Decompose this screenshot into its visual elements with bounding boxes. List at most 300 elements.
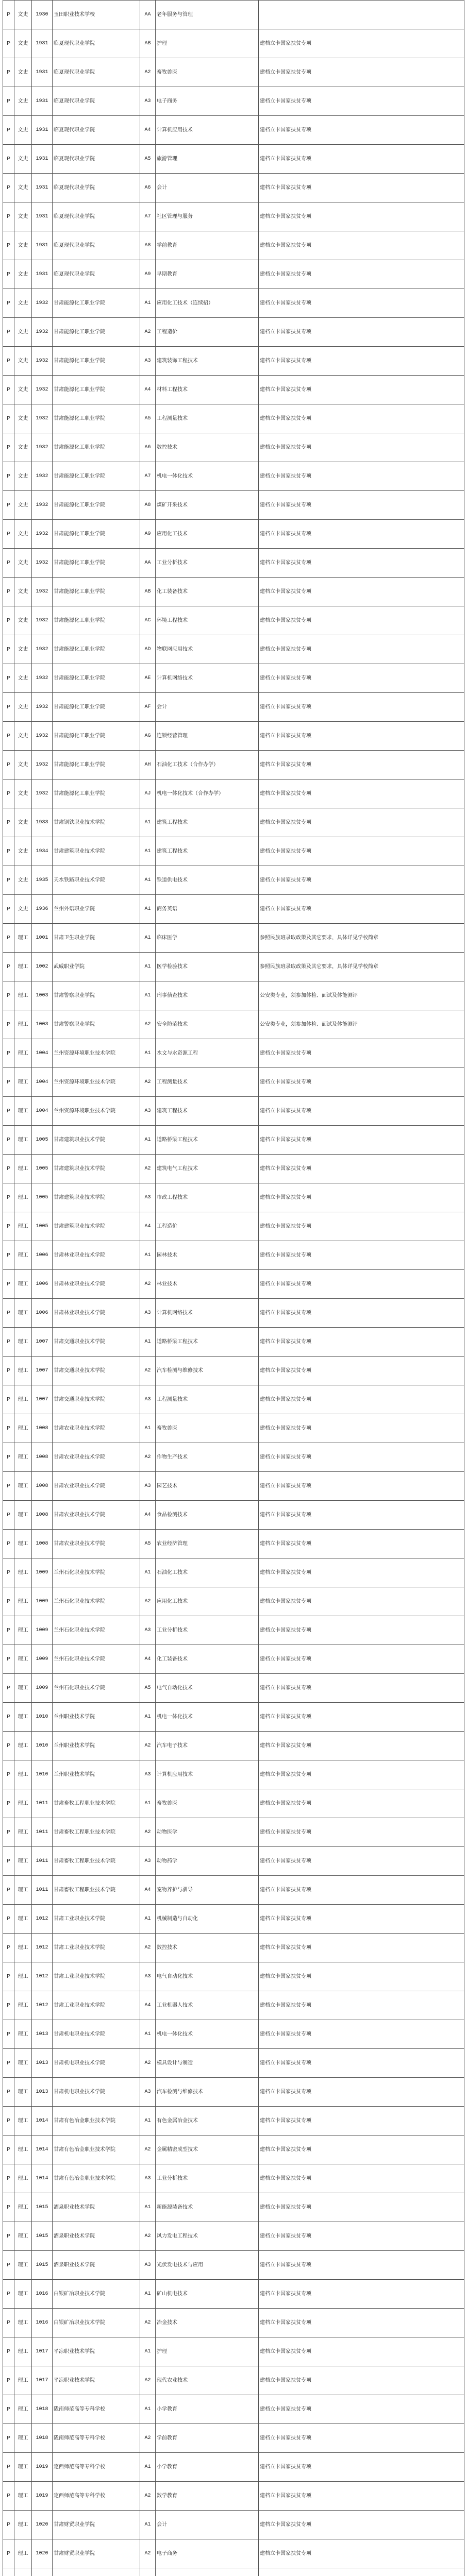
cell-major-code: A1 [140,2280,156,2309]
cell-school-name: 甘肃财贸职业学院 [53,2539,140,2568]
cell-category: 理工 [14,1155,32,1183]
cell-note: 建档立卡国家扶贫专项 [259,751,464,779]
cell-note: 建档立卡国家扶贫专项 [259,1183,464,1212]
cell-note: 建档立卡国家扶贫专项 [259,578,464,606]
cell-batch: P [3,2482,14,2511]
cell-batch: P [3,1270,14,1299]
cell-category: 理工 [14,1212,32,1241]
cell-category: 理工 [14,2136,32,2164]
cell-batch: P [3,664,14,693]
cell-category: 理工 [14,1126,32,1155]
table-row [3,578,464,606]
cell-school-code: 1931 [32,174,53,202]
cell-category: 理工 [14,2539,32,2568]
cell-major-code: A8 [140,231,156,260]
table-row [3,981,464,1010]
cell-note: 参照民族班录取政策及其它要求，具体详见学校简章 [259,953,464,981]
cell-school-name: 甘肃工业职业技术学院 [53,1934,140,1962]
cell-school-name: 陇南师范高等专科学校 [53,2395,140,2424]
cell-school-code: 1931 [32,202,53,231]
cell-school-name: 酒泉职业技术学院 [53,2193,140,2222]
cell-category: 理工 [14,1357,32,1385]
cell-school-name: 临夏现代职业学院 [53,202,140,231]
table-row [3,202,464,231]
table-row [3,664,464,693]
cell-major-name: 建筑工程技术 [156,808,259,837]
cell-major-name: 工程测量技术 [156,1068,259,1097]
cell-major-name: 化工装备技术 [156,1645,259,1674]
cell-major-code [140,2568,156,2576]
cell-school-name: 白银矿冶职业技术学院 [53,2280,140,2309]
table-row [3,1068,464,1097]
cell-school-code: 1006 [32,1270,53,1299]
cell-category: 文史 [14,549,32,578]
cell-note: 建档立卡国家扶贫专项 [259,2539,464,2568]
table-row [3,1270,464,1299]
cell-major-name: 工业分析技术 [156,1616,259,1645]
cell-school-code: 1931 [32,87,53,116]
cell-school-name: 甘肃畜牧工程职业技术学院 [53,1847,140,1876]
cell-major-code: A2 [140,58,156,87]
cell-category: 理工 [14,1328,32,1357]
cell-batch: P [3,1962,14,1991]
cell-category: 文史 [14,174,32,202]
cell-school-code: 1016 [32,2280,53,2309]
table-row [3,433,464,462]
cell-major-name: 小学教育 [156,2453,259,2482]
cell-major-name: 电子商务 [156,87,259,116]
cell-batch: P [3,1212,14,1241]
table-row [3,2251,464,2280]
cell-major-code: A2 [140,2309,156,2337]
cell-major-code: A4 [140,1991,156,2020]
cell-note: 建档立卡国家扶贫专项 [259,1414,464,1443]
cell-school-code: 1004 [32,1068,53,1097]
cell-major-code: A5 [140,1674,156,1703]
cell-school-code: 1932 [32,779,53,808]
cell-school-code: 1008 [32,1530,53,1558]
cell-major-name: 工业分析技术 [156,2164,259,2193]
cell-major-code: A2 [140,2482,156,2511]
cell-school-name: 甘肃警察职业学院 [53,1010,140,1039]
cell-major-name: 护理 [156,2337,259,2366]
cell-school-name: 甘肃畜牧工程职业技术学院 [53,1818,140,1847]
cell-batch: P [3,1155,14,1183]
cell-category: 文史 [14,58,32,87]
cell-batch: P [3,895,14,924]
cell-major-code: A2 [140,1155,156,1183]
cell-batch: P [3,2107,14,2136]
cell-school-code: 1010 [32,1703,53,1732]
cell-major-code: A1 [140,1703,156,1732]
cell-school-name: 陇南师范高等专科学校 [53,2424,140,2453]
cell-school-name: 甘肃能源化工职业学院 [53,578,140,606]
cell-major-name: 动物医学 [156,1818,259,1847]
cell-major-name: 宠物养护与驯导 [156,1876,259,1905]
cell-school-code: 1006 [32,1241,53,1270]
cell-major-code: AA [140,549,156,578]
cell-school-code: 1935 [32,866,53,895]
cell-batch: P [3,145,14,174]
cell-batch: P [3,1818,14,1847]
table-row [3,289,464,318]
cell-major-name: 工程造价 [156,1212,259,1241]
cell-note: 建档立卡国家扶贫专项 [259,1760,464,1789]
cell-school-code: 1017 [32,2337,53,2366]
cell-school-name: 甘肃能源化工职业学院 [53,693,140,722]
cell-batch: P [3,924,14,953]
cell-major-name: 林业技术 [156,1270,259,1299]
cell-major-name: 石油化工技术 [156,1558,259,1587]
cell-school-code: 1009 [32,1674,53,1703]
cell-category: 文史 [14,606,32,635]
cell-note: 建档立卡国家扶贫专项 [259,866,464,895]
cell-note: 建档立卡国家扶贫专项 [259,87,464,116]
cell-school-name: 兰州资源环境职业技术学院 [53,1097,140,1126]
cell-school-name: 甘肃能源化工职业学院 [53,606,140,635]
cell-note: 建档立卡国家扶贫专项 [259,1703,464,1732]
cell-school-name: 甘肃能源化工职业学院 [53,664,140,693]
cell-school-name: 甘肃农业职业技术学院 [53,1443,140,1472]
cell-category: 文史 [14,87,32,116]
cell-school-name: 甘肃能源化工职业学院 [53,347,140,376]
cell-major-code: A1 [140,924,156,953]
table-row [3,2424,464,2453]
table-row [3,2193,464,2222]
cell-major-code: A1 [140,2193,156,2222]
cell-batch: P [3,289,14,318]
cell-school-name: 临夏现代职业学院 [53,87,140,116]
cell-major-code: A3 [140,2164,156,2193]
cell-major-code: AB [140,578,156,606]
cell-note: 建档立卡国家扶贫专项 [259,462,464,491]
table-row [3,2280,464,2309]
table-row [3,1587,464,1616]
cell-school-code: 1011 [32,1876,53,1905]
cell-batch: P [3,1645,14,1674]
cell-category: 理工 [14,1962,32,1991]
cell-major-name [156,2568,259,2576]
table-row [3,2539,464,2568]
cell-school-code: 1932 [32,664,53,693]
cell-school-code: 1001 [32,924,53,953]
cell-category: 文史 [14,404,32,433]
cell-note: 建档立卡国家扶贫专项 [259,1616,464,1645]
cell-batch: P [3,202,14,231]
cell-category: 理工 [14,1876,32,1905]
cell-school-name: 甘肃能源化工职业学院 [53,404,140,433]
cell-school-code: 1931 [32,260,53,289]
cell-category: 理工 [14,981,32,1010]
cell-school-name: 甘肃能源化工职业学院 [53,433,140,462]
cell-major-code: AC [140,606,156,635]
cell-major-name: 建筑工程技术 [156,1097,259,1126]
cell-major-name: 模具设计与制造 [156,2049,259,2078]
cell-major-name: 汽车检测与维修技术 [156,2078,259,2107]
table-row [3,953,464,981]
cell-category: 理工 [14,1674,32,1703]
cell-school-name: 甘肃交通职业技术学院 [53,1357,140,1385]
cell-category: 理工 [14,1789,32,1818]
cell-batch: P [3,1616,14,1645]
cell-school-name: 甘肃林业职业技术学院 [53,1270,140,1299]
table-row [3,1645,464,1674]
cell-major-code: A1 [140,2337,156,2366]
cell-major-code: AH [140,751,156,779]
cell-batch: P [3,578,14,606]
cell-school-code: 1932 [32,520,53,549]
cell-school-name: 甘肃能源化工职业学院 [53,318,140,347]
cell-category: 文史 [14,693,32,722]
cell-major-name: 风力发电工程技术 [156,2222,259,2251]
cell-major-code: A1 [140,2453,156,2482]
cell-major-name: 计算机应用技术 [156,116,259,145]
cell-major-code: A2 [140,2136,156,2164]
cell-note: 建档立卡国家扶贫专项 [259,693,464,722]
cell-school-code: 1006 [32,1299,53,1328]
cell-school-code: 1015 [32,2193,53,2222]
table-row [3,2020,464,2049]
cell-batch: P [3,722,14,751]
cell-school-name [53,2568,140,2576]
cell-note: 建档立卡国家扶贫专项 [259,1645,464,1674]
cell-major-name: 农业经济管理 [156,1530,259,1558]
cell-major-code: A2 [140,1270,156,1299]
cell-category: 理工 [14,1068,32,1097]
table-row [3,1357,464,1385]
cell-major-name: 光伏发电技术与应用 [156,2251,259,2280]
cell-batch: P [3,1876,14,1905]
cell-note: 建档立卡国家扶贫专项 [259,58,464,87]
cell-school-name: 甘肃交通职业技术学院 [53,1328,140,1357]
table-row [3,2309,464,2337]
cell-major-name: 临床医学 [156,924,259,953]
cell-school-code: 1013 [32,2049,53,2078]
cell-note: 建档立卡国家扶贫专项 [259,520,464,549]
cell-category: 理工 [14,1732,32,1760]
cell-major-code: A4 [140,1876,156,1905]
cell-note: 建档立卡国家扶贫专项 [259,318,464,347]
table-row [3,1530,464,1558]
cell-note: 建档立卡国家扶贫专项 [259,2020,464,2049]
cell-school-name: 兰州资源环境职业技术学院 [53,1068,140,1097]
cell-category [14,2568,32,2576]
cell-major-name: 护理 [156,29,259,58]
cell-major-code: A3 [140,1183,156,1212]
cell-category: 理工 [14,1934,32,1962]
table-row [3,462,464,491]
cell-major-code: AG [140,722,156,751]
cell-major-name: 机电一体化技术 [156,1703,259,1732]
cell-major-name: 商务英语 [156,895,259,924]
cell-school-code: 1020 [32,2511,53,2539]
cell-category: 理工 [14,1703,32,1732]
cell-major-code: A1 [140,1328,156,1357]
cell-major-name: 动物药学 [156,1847,259,1876]
cell-school-code: 1003 [32,1010,53,1039]
cell-school-name: 平凉职业技术学院 [53,2366,140,2395]
table-row [3,606,464,635]
cell-category: 文史 [14,779,32,808]
cell-major-code: A3 [140,1847,156,1876]
cell-school-name: 甘肃畜牧工程职业技术学院 [53,1789,140,1818]
cell-note: 建档立卡国家扶贫专项 [259,1212,464,1241]
cell-school-code: 1932 [32,289,53,318]
cell-school-name: 甘肃能源化工职业学院 [53,376,140,404]
cell-major-name: 计算机应用技术 [156,1760,259,1789]
cell-major-name: 工程测量技术 [156,404,259,433]
cell-batch: P [3,1241,14,1270]
cell-school-code: 1932 [32,606,53,635]
cell-school-code: 1932 [32,491,53,520]
cell-major-code: A5 [140,145,156,174]
cell-major-code: A2 [140,2424,156,2453]
table-row [3,1010,464,1039]
cell-major-code: A1 [140,953,156,981]
cell-school-code: 1005 [32,1212,53,1241]
cell-school-name: 甘肃能源化工职业学院 [53,289,140,318]
cell-batch: P [3,29,14,58]
cell-school-code: 1931 [32,29,53,58]
cell-category: 理工 [14,1010,32,1039]
table-row [3,779,464,808]
cell-note: 建档立卡国家扶贫专项 [259,145,464,174]
cell-school-name: 甘肃能源化工职业学院 [53,491,140,520]
cell-major-name: 数学教育 [156,2482,259,2511]
cell-school-name: 甘肃有色冶金职业技术学院 [53,2136,140,2164]
table-row [3,2482,464,2511]
cell-major-name: 煤矿开采技术 [156,491,259,520]
cell-batch: P [3,520,14,549]
cell-school-name: 甘肃农业职业技术学院 [53,1414,140,1443]
cell-note: 建档立卡国家扶贫专项 [259,1962,464,1991]
table-row [3,2078,464,2107]
cell-batch: P [3,2193,14,2222]
cell-batch: P [3,116,14,145]
cell-major-name: 建筑电气工程技术 [156,1155,259,1183]
cell-school-code: 1931 [32,231,53,260]
cell-major-code: A2 [140,1068,156,1097]
table-row [3,895,464,924]
cell-batch: P [3,1587,14,1616]
cell-school-code: 1004 [32,1097,53,1126]
cell-major-name: 化工装备技术 [156,578,259,606]
table-row [3,1789,464,1818]
table-row [3,2107,464,2136]
cell-note: 建档立卡国家扶贫专项 [259,2424,464,2453]
cell-major-code: A4 [140,1501,156,1530]
cell-major-code: A4 [140,1212,156,1241]
cell-school-code: 1932 [32,549,53,578]
cell-major-code: A1 [140,2395,156,2424]
table-row [3,1,464,29]
cell-school-code: 1016 [32,2309,53,2337]
cell-school-code: 1017 [32,2366,53,2395]
cell-school-code: 1010 [32,1760,53,1789]
cell-major-name: 有色金属冶金技术 [156,2107,259,2136]
cell-batch: P [3,1847,14,1876]
cell-school-code: 1014 [32,2164,53,2193]
cell-category: 文史 [14,866,32,895]
table-row [3,1876,464,1905]
table-row [3,1934,464,1962]
cell-category: 理工 [14,1991,32,2020]
cell-batch: P [3,1183,14,1212]
cell-school-code: 1008 [32,1501,53,1530]
cell-school-code: 1019 [32,2482,53,2511]
cell-major-name: 早期教育 [156,260,259,289]
cell-major-name: 安全防范技术 [156,1010,259,1039]
cell-major-code: A1 [140,1039,156,1068]
cell-school-name: 兰州石化职业技术学院 [53,1645,140,1674]
cell-major-code: A4 [140,116,156,145]
cell-major-code: AE [140,664,156,693]
cell-school-name: 甘肃警察职业学院 [53,981,140,1010]
cell-category: 文史 [14,202,32,231]
cell-school-name: 甘肃建筑职业技术学院 [53,837,140,866]
cell-major-code: AJ [140,779,156,808]
cell-note: 建档立卡国家扶贫专项 [259,1068,464,1097]
cell-school-code: 1012 [32,1934,53,1962]
cell-category: 理工 [14,2453,32,2482]
table-row [3,924,464,953]
cell-school-code: 1005 [32,1126,53,1155]
cell-school-name: 临夏现代职业学院 [53,145,140,174]
cell-major-name: 应用化工技术 [156,1587,259,1616]
cell-batch: P [3,1991,14,2020]
cell-major-name: 汽车检测与维修技术 [156,1357,259,1385]
cell-school-name: 甘肃能源化工职业学院 [53,779,140,808]
cell-batch: P [3,2136,14,2164]
cell-major-code: A3 [140,1299,156,1328]
cell-batch: P [3,1299,14,1328]
cell-batch: P [3,2424,14,2453]
cell-batch: P [3,837,14,866]
cell-major-code: A2 [140,1587,156,1616]
cell-major-code: A3 [140,1385,156,1414]
cell-batch: P [3,1472,14,1501]
cell-batch: P [3,1934,14,1962]
cell-batch: P [3,1443,14,1472]
cell-school-code: 1930 [32,1,53,29]
cell-school-name: 甘肃建筑职业技术学院 [53,1183,140,1212]
table-row [3,1183,464,1212]
table-row [3,491,464,520]
cell-category: 理工 [14,1270,32,1299]
cell-major-name: 汽车电子技术 [156,1732,259,1760]
cell-major-name: 应用化工技术 [156,520,259,549]
cell-category: 文史 [14,289,32,318]
cell-major-name: 计算机网络技术 [156,664,259,693]
cell-school-name: 甘肃农业职业技术学院 [53,1501,140,1530]
cell-major-code: A8 [140,491,156,520]
cell-major-name: 市政工程技术 [156,1183,259,1212]
cell-category: 理工 [14,1818,32,1847]
cell-batch: P [3,2280,14,2309]
cell-category: 理工 [14,2222,32,2251]
cell-batch: P [3,376,14,404]
cell-batch: P [3,231,14,260]
cell-school-code: 1931 [32,116,53,145]
cell-school-code: 1013 [32,2078,53,2107]
cell-school-name: 武威职业学院 [53,953,140,981]
cell-school-name: 甘肃能源化工职业学院 [53,751,140,779]
cell-batch: P [3,2453,14,2482]
cell-note: 建档立卡国家扶贫专项 [259,2136,464,2164]
cell-school-name: 兰州职业技术学院 [53,1760,140,1789]
cell-school-name: 甘肃林业职业技术学院 [53,1241,140,1270]
cell-batch: P [3,1,14,29]
